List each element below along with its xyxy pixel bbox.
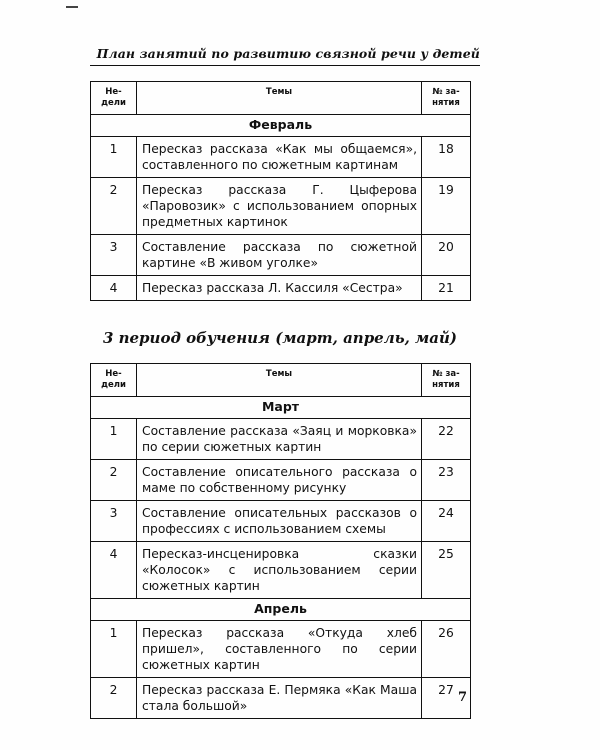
month-row-february (91, 115, 471, 137)
lesson-plan-table-spring (90, 363, 471, 719)
month-label: Февраль (91, 115, 471, 137)
column-header-lesson-line1: № за- (432, 369, 460, 379)
lesson-number: 25 (422, 542, 471, 599)
lesson-number: 19 (422, 178, 471, 235)
lesson-number: 20 (422, 235, 471, 276)
table-header-row (91, 364, 471, 397)
week-number: 1 (91, 419, 137, 460)
week-number: 2 (91, 178, 137, 235)
table-row (91, 137, 471, 178)
column-header-topics: Темы (137, 364, 422, 397)
lesson-topic: Пересказ рассказа Л. Кассиля «Сестра» (137, 276, 422, 301)
column-header-lesson-line2: нятия (432, 98, 460, 108)
lesson-number: 21 (422, 276, 471, 301)
table-row (91, 621, 471, 678)
lesson-plan-table-february (90, 81, 471, 301)
column-header-lesson-number (422, 364, 471, 397)
month-row-april (91, 599, 471, 621)
table-header-row (91, 82, 471, 115)
lesson-number: 23 (422, 460, 471, 501)
table-row (91, 678, 471, 719)
lesson-number: 18 (422, 137, 471, 178)
week-number: 3 (91, 501, 137, 542)
running-header: План занятий по развитию связной речи у детей (90, 46, 480, 66)
lesson-number: 22 (422, 419, 471, 460)
column-header-lesson-number (422, 82, 471, 115)
column-header-lesson-line2: нятия (432, 380, 460, 390)
week-number: 1 (91, 137, 137, 178)
column-header-weeks (91, 82, 137, 115)
table-row (91, 276, 471, 301)
lesson-topic: Составление рассказа «Заяц и морковка» по серии сюжетных картин (137, 419, 422, 460)
corner-mark (66, 6, 78, 8)
column-header-weeks-line2: дели (101, 380, 126, 390)
table-row (91, 501, 471, 542)
week-number: 3 (91, 235, 137, 276)
column-header-weeks-line1: Не- (105, 369, 122, 379)
column-header-lesson-line1: № за- (432, 87, 460, 97)
lesson-number: 26 (422, 621, 471, 678)
lesson-topic: Составление рассказа по сюжетной картине «В живом уголке» (137, 235, 422, 276)
table-row (91, 178, 471, 235)
week-number: 2 (91, 678, 137, 719)
lesson-topic: Пересказ рассказа Г. Цыферова «Паровозик» с использованием опорных предметных картинок (137, 178, 422, 235)
table-row (91, 235, 471, 276)
table-row (91, 419, 471, 460)
section-title: 3 период обучения (март, апрель, май) (102, 329, 458, 347)
table-row (91, 460, 471, 501)
lesson-topic: Пересказ рассказа «Как мы общаемся», составленного по сюжетным картинам (137, 137, 422, 178)
lesson-topic: Пересказ-инсценировка сказки «Колосок» с использованием серии сюжетных картин (137, 542, 422, 599)
column-header-weeks (91, 364, 137, 397)
column-header-weeks-line1: Не- (105, 87, 122, 97)
lesson-topic: Пересказ рассказа «Откуда хлеб пришел», составленного по серии сюжетных картин (137, 621, 422, 678)
lesson-number: 27 (422, 678, 471, 719)
lesson-topic: Составление описательного рассказа о маме по собственному рисунку (137, 460, 422, 501)
week-number: 4 (91, 542, 137, 599)
lesson-topic: Пересказ рассказа Е. Пермяка «Как Маша стала большой» (137, 678, 422, 719)
column-header-topics: Темы (137, 82, 422, 115)
week-number: 4 (91, 276, 137, 301)
month-label: Март (91, 397, 471, 419)
table-row (91, 542, 471, 599)
week-number: 2 (91, 460, 137, 501)
page-number: 7 (458, 690, 468, 705)
month-row-march (91, 397, 471, 419)
week-number: 1 (91, 621, 137, 678)
month-label: Апрель (91, 599, 471, 621)
lesson-number: 24 (422, 501, 471, 542)
column-header-weeks-line2: дели (101, 98, 126, 108)
lesson-topic: Составление описательных рассказов о профессиях с использованием схемы (137, 501, 422, 542)
